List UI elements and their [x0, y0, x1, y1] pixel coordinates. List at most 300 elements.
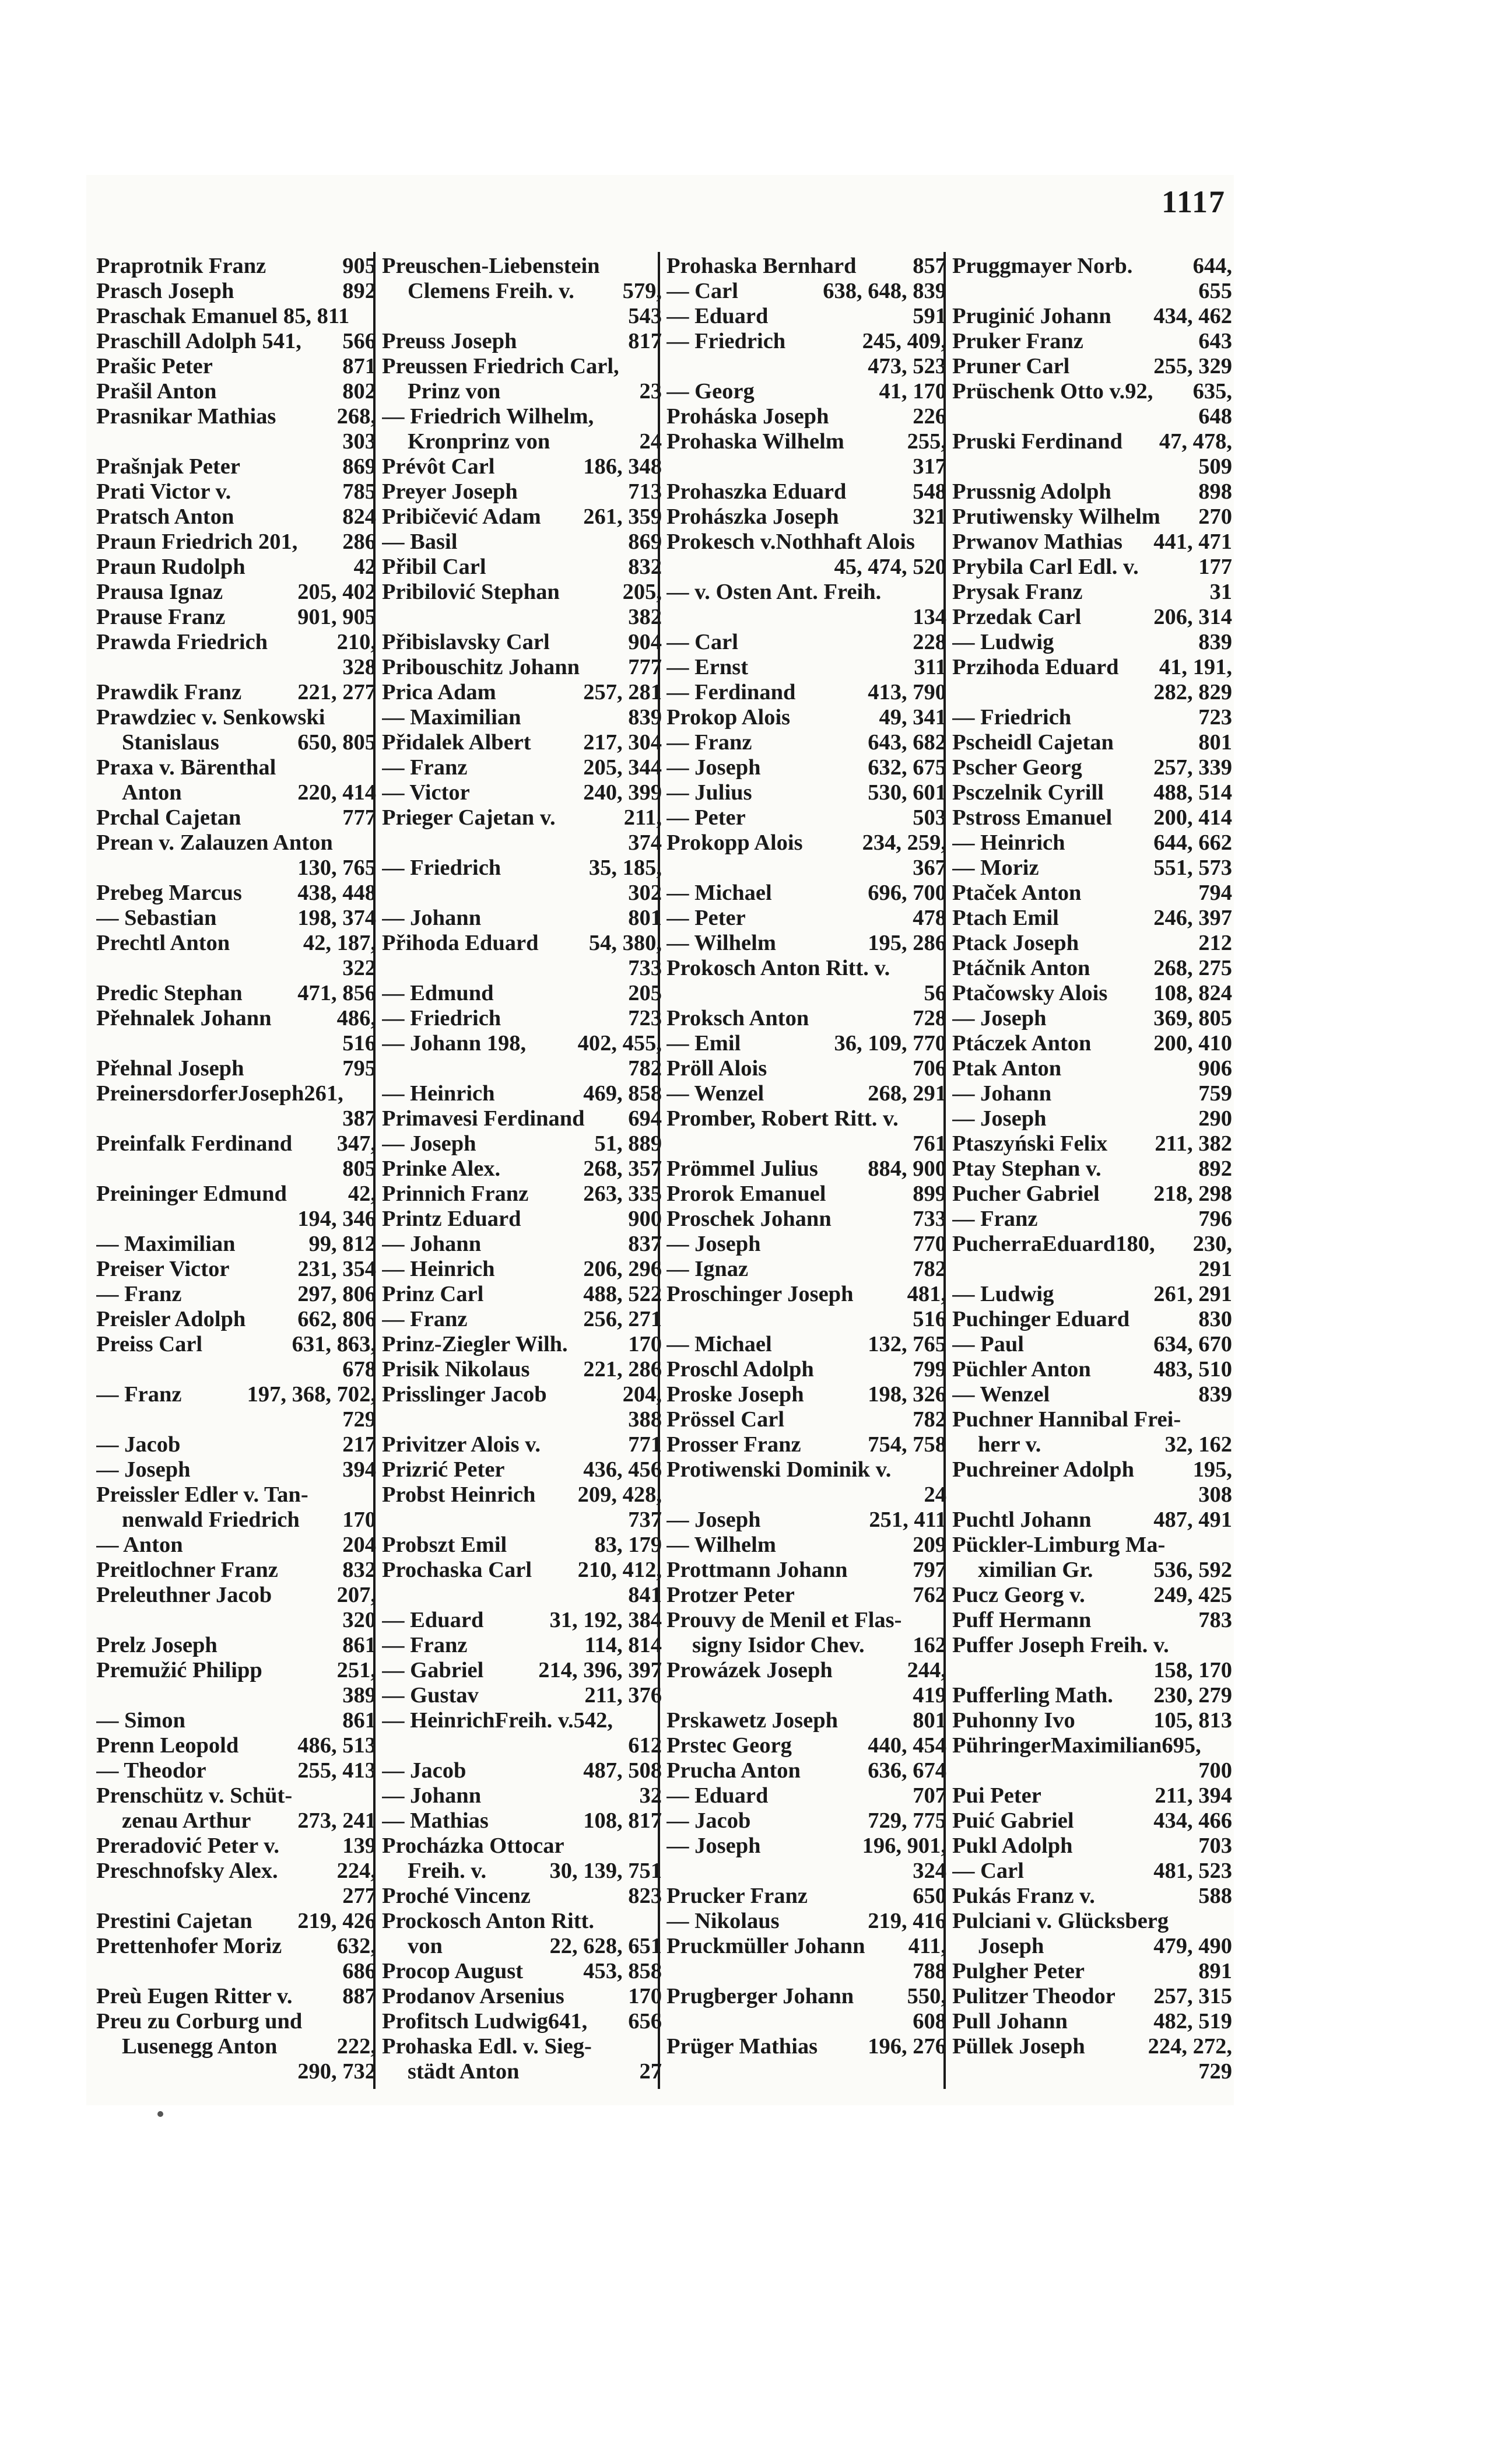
index-entry [666, 429, 946, 454]
entry-pages: 32 [639, 1783, 662, 1808]
entry-pages: 823 [628, 1884, 662, 1908]
entry-pages: 434, 462 [1153, 304, 1232, 328]
index-entry [382, 1131, 662, 1156]
index-entry [96, 2009, 376, 2034]
index-entry-continuation: 382 [628, 605, 662, 629]
index-entry [96, 1909, 376, 1934]
index-entry [952, 755, 1232, 780]
entry-pages: 205 [628, 981, 662, 1005]
entry-name: — Wenzel [666, 1081, 764, 1106]
entry-pages: 488, 522 [583, 1282, 662, 1306]
index-entry [96, 1482, 376, 1508]
entry-pages: 27 [639, 2059, 662, 2084]
entry-pages: 591 [913, 304, 946, 328]
entry-pages: 898 [1198, 479, 1232, 504]
index-entry [666, 479, 946, 504]
index-entry [952, 1808, 1232, 1834]
index-entry-continuation: 655 [1198, 279, 1232, 303]
entry-name: Preyer Joseph [382, 479, 518, 504]
entry-pages: 759 [1198, 1081, 1232, 1106]
index-entry [952, 1407, 1232, 1432]
entry-pages: 170 [342, 1508, 376, 1532]
index-entry [96, 279, 376, 304]
entry-pages [942, 530, 946, 555]
entry-pages: 696, 700 [868, 881, 946, 905]
index-entry [96, 404, 376, 429]
entry-name: — Franz [666, 730, 752, 755]
index-entry-continuation: 612 [628, 1733, 662, 1758]
entry-pages: 177 [1198, 555, 1232, 579]
entry-pages: 212 [1198, 931, 1232, 955]
index-entry [382, 1834, 662, 1859]
index-entry [952, 1884, 1232, 1909]
index-entry [952, 479, 1232, 504]
index-entry [666, 1332, 946, 1357]
entry-name: — Heinrich [382, 1081, 495, 1106]
entry-name: Ptaszyński Felix [952, 1131, 1108, 1156]
index-entry [382, 329, 662, 354]
entry-pages: 83, 179 [594, 1533, 662, 1557]
entry-name: — Maximilian [96, 1232, 236, 1256]
entry-pages: 132, 765 [868, 1332, 946, 1356]
entry-name: Prinnich Franz [382, 1182, 529, 1206]
entry-pages: 795 [342, 1056, 376, 1081]
index-entry [952, 1282, 1232, 1307]
entry-pages: 487, 491 [1153, 1508, 1232, 1532]
entry-name: Ptáčnik Anton [952, 956, 1090, 980]
entry-pages: 469, 858 [583, 1081, 662, 1106]
index-entry [96, 981, 376, 1006]
entry-name: Prutiwensky Wilhelm [952, 504, 1160, 529]
entry-pages: 268, 275 [1153, 956, 1232, 980]
entry-pages: 632, 675 [868, 755, 946, 780]
entry-name: Prizrić Peter [382, 1457, 505, 1482]
entry-name: Přidalek Albert [382, 730, 531, 755]
entry-pages: 436, 456 [583, 1457, 662, 1482]
entry-pages: 290 [1198, 1106, 1232, 1131]
index-entry-continuation: 733 [628, 956, 662, 980]
entry-pages: 782 [913, 1407, 946, 1432]
entry-name: Probst Heinrich [382, 1482, 536, 1507]
entry-name: Anton [122, 780, 182, 805]
entry-name: — Franz [382, 1633, 468, 1657]
entry-pages: 211, 394 [1155, 1783, 1232, 1808]
entry-name: — Basil [382, 530, 458, 554]
index-entry [666, 1583, 946, 1608]
entry-name: Preiser Victor [96, 1257, 230, 1281]
index-entry [952, 1232, 1232, 1257]
entry-name: — Mathias [382, 1808, 489, 1833]
index-entry [96, 680, 376, 705]
entry-pages: 901, 905 [297, 605, 376, 629]
entry-name: Prasch Joseph [96, 279, 234, 303]
index-entry-continuation: 788 [913, 1959, 946, 1983]
entry-pages: 255, 413 [297, 1758, 376, 1783]
index-entry [666, 1558, 946, 1583]
entry-pages: 884, 900 [868, 1156, 946, 1181]
index-entry [952, 1106, 1232, 1131]
entry-pages [942, 1608, 946, 1633]
index-entry [382, 1884, 662, 1909]
entry-pages: 270 [1198, 504, 1232, 529]
entry-name: — Joseph [952, 1106, 1047, 1131]
entry-name: Prinz Carl [382, 1282, 484, 1306]
entry-pages [371, 1482, 376, 1508]
entry-name: Praschak Emanuel 85, 811 [96, 304, 350, 328]
index-entry [96, 705, 376, 730]
index-entry [96, 504, 376, 530]
entry-pages: 899 [913, 1182, 946, 1206]
entry-pages: 209 [913, 1533, 946, 1557]
entry-pages: 51, 889 [594, 1131, 662, 1156]
index-entry [952, 1708, 1232, 1733]
entry-name: — Franz [96, 1382, 182, 1407]
entry-pages: 394 [342, 1457, 376, 1482]
entry-pages: 42 [353, 555, 376, 579]
index-entry [382, 429, 662, 454]
entry-name: Pruckmüller Johann [666, 1934, 865, 1958]
entry-pages: 441, 471 [1153, 530, 1232, 554]
entry-pages: 402, 455, [577, 1031, 662, 1056]
entry-pages: 206, 314 [1153, 605, 1232, 629]
entry-pages: 41, 170 [879, 379, 946, 404]
entry-name: Prévôt Carl [382, 454, 495, 479]
index-entry [666, 1708, 946, 1733]
index-entry [96, 1382, 376, 1407]
entry-name: Promber, Robert Ritt. v. [666, 1106, 899, 1131]
index-entry [666, 530, 946, 555]
index-entry [666, 630, 946, 655]
entry-name: — Carl [666, 279, 738, 303]
entry-pages: 210, [336, 630, 376, 654]
entry-pages: 801 [913, 1708, 946, 1733]
index-entry-continuation: 805 [342, 1156, 376, 1181]
entry-pages: 321 [913, 504, 946, 529]
entry-pages: 785 [342, 479, 376, 504]
entry-pages: 54, 380, [588, 931, 662, 955]
entry-name: Pruski Ferdinand [952, 429, 1123, 454]
index-entry [666, 705, 946, 730]
index-entry [382, 1533, 662, 1558]
index-entry [382, 680, 662, 705]
entry-pages [657, 1834, 662, 1859]
entry-pages: 832 [342, 1558, 376, 1582]
entry-name: Prawda Friedrich [96, 630, 268, 654]
entry-name: ximilian Gr. [978, 1558, 1093, 1582]
entry-pages: 30, 139, 751 [549, 1859, 662, 1883]
entry-pages: 487, 508 [583, 1758, 662, 1783]
entry-pages: 211, 376 [584, 1683, 662, 1708]
index-entry [666, 1081, 946, 1106]
entry-name: Ptáczek Anton [952, 1031, 1092, 1056]
entry-name: Praun Friedrich 201, [96, 530, 298, 554]
entry-pages: 257, 315 [1153, 1984, 1232, 2008]
index-entry [952, 530, 1232, 555]
index-entry [382, 805, 662, 830]
index-entry [96, 530, 376, 555]
index-entry [96, 1558, 376, 1583]
entry-pages: 636, 674 [868, 1758, 946, 1783]
entry-pages: 837 [628, 1232, 662, 1256]
entry-pages: 857 [913, 254, 946, 278]
entry-name: Prottmann Johann [666, 1558, 848, 1582]
entry-pages: 703 [1198, 1834, 1232, 1858]
entry-pages: 644, 662 [1153, 830, 1232, 855]
entry-pages: 777 [628, 655, 662, 679]
entry-name: Puchner Hannibal Frei- [952, 1407, 1181, 1432]
index-entry [96, 379, 376, 404]
index-entry [952, 856, 1232, 881]
entry-pages: 802 [342, 379, 376, 404]
index-entry [382, 1683, 662, 1708]
entry-pages: 105, 813 [1153, 1708, 1232, 1733]
index-entry-continuation: 194, 346 [297, 1207, 376, 1231]
entry-name: Pribilović Stephan [382, 580, 560, 604]
index-entry-continuation: 509 [1198, 454, 1232, 479]
index-entry [952, 1382, 1232, 1407]
entry-pages: 483, 510 [1153, 1357, 1232, 1382]
index-entry [952, 780, 1232, 805]
entry-name: — Joseph [666, 1232, 761, 1256]
entry-name: Prokesch v.Nothhaft Alois [666, 530, 915, 554]
index-entry [952, 1508, 1232, 1533]
entry-name: — Ludwig [952, 630, 1054, 654]
entry-name: — Friedrich [666, 329, 786, 353]
entry-name: Proksch Anton [666, 1006, 809, 1030]
entry-name: Prybila Carl Edl. v. [952, 555, 1139, 579]
entry-name: — Simon [96, 1708, 185, 1733]
entry-name: Preussen Friedrich Carl, [382, 354, 619, 378]
entry-name: Přehnal Joseph [96, 1056, 244, 1081]
index-entry [952, 1984, 1232, 2009]
index-entry [666, 931, 946, 956]
index-entry [96, 1733, 376, 1758]
index-column-3 [666, 254, 946, 2091]
entry-name: Prwanov Mathias [952, 530, 1122, 554]
index-entry [382, 580, 662, 605]
index-entry [952, 429, 1232, 454]
index-entry [382, 254, 662, 279]
entry-name: — Peter [666, 805, 746, 830]
entry-pages: 729, 775 [868, 1808, 946, 1833]
index-entry [382, 279, 662, 304]
index-entry-continuation: 686 [342, 1959, 376, 1983]
entry-pages: 268, 291 [868, 1081, 946, 1106]
entry-name: Preisler Adolph [96, 1307, 246, 1331]
index-entry [96, 304, 376, 329]
entry-name: Prean v. Zalauzen Anton [96, 830, 333, 855]
index-entry [666, 780, 946, 805]
index-entry [96, 1508, 376, 1533]
entry-pages: 49, 341 [879, 705, 946, 730]
index-entry [952, 379, 1232, 404]
index-entry [952, 2009, 1232, 2034]
entry-pages: 728 [913, 1006, 946, 1030]
index-entry [952, 881, 1232, 906]
entry-pages: 256, 271 [583, 1307, 662, 1331]
index-entry [666, 1758, 946, 1783]
index-entry-continuation: 648 [1198, 404, 1232, 429]
index-entry [96, 329, 376, 354]
entry-pages: 869 [342, 454, 376, 479]
entry-name: — v. Osten Ant. Freih. [666, 580, 882, 604]
index-entry [96, 881, 376, 906]
entry-name: — Victor [382, 780, 470, 805]
entry-name: — Wenzel [952, 1382, 1050, 1407]
index-entry [96, 931, 376, 956]
entry-pages: 230, [1192, 1232, 1232, 1256]
entry-pages [657, 1909, 662, 1934]
index-entry [96, 906, 376, 931]
index-entry [952, 1432, 1232, 1457]
entry-pages: 869 [628, 530, 662, 554]
index-entry [952, 1332, 1232, 1357]
entry-name: Prause Franz [96, 605, 226, 629]
entry-name: Procop August [382, 1959, 524, 1983]
entry-pages: 246, 397 [1153, 906, 1232, 930]
index-entry-continuation: 841 [628, 1583, 662, 1607]
entry-name: Puchreiner Adolph [952, 1457, 1134, 1482]
index-entry-continuation: 324 [913, 1859, 946, 1883]
index-entry [96, 1583, 376, 1608]
entry-pages: 486, [336, 1006, 376, 1030]
index-entry [952, 329, 1232, 354]
index-entry [952, 1533, 1232, 1558]
index-entry [666, 1257, 946, 1282]
entry-pages: 230, 279 [1153, 1683, 1232, 1708]
entry-pages: 244, [907, 1658, 946, 1682]
index-entry [952, 605, 1232, 630]
index-entry [666, 254, 946, 279]
entry-pages: 197, 368, 702, [247, 1382, 376, 1407]
index-entry [382, 454, 662, 479]
entry-pages: 268, 357 [583, 1156, 662, 1181]
entry-pages: 817 [628, 329, 662, 353]
entry-pages: 231, 354 [297, 1257, 376, 1281]
index-entry [952, 1859, 1232, 1884]
entry-name: — Nikolaus [666, 1909, 780, 1933]
index-entry [952, 730, 1232, 755]
index-entry [666, 1934, 946, 1959]
entry-pages: 479, 490 [1153, 1934, 1232, 1958]
entry-name: — Friedrich Wilhelm, [382, 404, 594, 429]
index-entry [382, 1282, 662, 1307]
index-entry [96, 830, 376, 856]
index-entry [666, 1207, 946, 1232]
entry-pages [942, 956, 946, 981]
entry-name: Prausa Ignaz [96, 580, 223, 604]
entry-pages: 643 [1198, 329, 1232, 353]
index-entry [96, 1859, 376, 1884]
entry-pages: 550, [907, 1984, 946, 2008]
index-entry [96, 1131, 376, 1156]
entry-name: Prica Adam [382, 680, 496, 704]
entry-name: — Michael [666, 1332, 772, 1356]
index-entry [666, 1182, 946, 1207]
entry-pages: 579, [622, 279, 662, 303]
entry-name: Preradović Peter v. [96, 1834, 279, 1858]
index-entry [952, 630, 1232, 655]
entry-pages: 255, [907, 429, 946, 454]
index-entry-continuation: 56 [924, 981, 946, 1005]
index-entry [666, 830, 946, 856]
index-entry [666, 1733, 946, 1758]
entry-name: Praschill Adolph 541, [96, 329, 301, 353]
entry-name: Puchinger Eduard [952, 1307, 1130, 1331]
index-entry [952, 1031, 1232, 1056]
index-entry [96, 254, 376, 279]
index-entry [382, 755, 662, 780]
entry-pages: 650 [913, 1884, 946, 1908]
entry-name: Prinz-Ziegler Wilh. [382, 1332, 568, 1356]
index-entry [382, 379, 662, 404]
index-entry [952, 580, 1232, 605]
index-entry [96, 1081, 376, 1106]
entry-name: Primavesi Ferdinand [382, 1106, 585, 1131]
index-entry [382, 504, 662, 530]
entry-pages: 638, 648, 839 [823, 279, 946, 303]
entry-pages [1227, 1909, 1232, 1934]
entry-pages [942, 1457, 946, 1482]
entry-pages: 311 [914, 655, 946, 679]
entry-pages: 832 [628, 555, 662, 579]
index-entry [666, 1783, 946, 1808]
index-entry [96, 1432, 376, 1457]
index-entry [96, 1307, 376, 1332]
entry-name: Prüger Mathias [666, 2034, 818, 2059]
index-entry [382, 1758, 662, 1783]
entry-pages: 108, 824 [1153, 981, 1232, 1005]
index-entry [96, 1457, 376, 1482]
entry-name: Prössel Carl [666, 1407, 785, 1432]
entry-name: — Friedrich [952, 705, 1072, 730]
entry-name: — Johann [382, 906, 482, 930]
index-entry [952, 1357, 1232, 1382]
index-entry [952, 555, 1232, 580]
entry-name: Prowázek Joseph [666, 1658, 833, 1682]
entry-name: — Peter [666, 906, 746, 930]
index-entry-continuation: 761 [913, 1131, 946, 1156]
entry-pages: 723 [628, 1006, 662, 1030]
index-entry [382, 780, 662, 805]
entry-pages: 796 [1198, 1207, 1232, 1231]
index-entry [382, 1708, 662, 1733]
entry-name: Pstross Emanuel [952, 805, 1113, 830]
entry-pages: 205, 402 [297, 580, 376, 604]
entry-name: Prinz von [408, 379, 501, 404]
entry-name: Prokopp Alois [666, 830, 803, 855]
entry-name: Prašnjak Peter [96, 454, 240, 479]
entry-name: Pulitzer Theodor [952, 1984, 1115, 2008]
index-entry-continuation: 134 [913, 605, 946, 629]
index-entry [666, 1006, 946, 1031]
index-entry [382, 1182, 662, 1207]
index-entry-continuation: 24 [924, 1482, 946, 1507]
entry-pages: 249, 425 [1153, 1583, 1232, 1607]
entry-name: Pröll Alois [666, 1056, 767, 1081]
entry-name: Puchtl Johann [952, 1508, 1092, 1532]
entry-pages: 211, [623, 805, 662, 830]
entry-pages: 263, 335 [583, 1182, 662, 1206]
entry-name: Prinke Alex. [382, 1156, 501, 1181]
entry-name: Praxa v. Bärenthal [96, 755, 276, 780]
entry-pages: 369, 805 [1153, 1006, 1232, 1030]
entry-name: Prysak Franz [952, 580, 1083, 604]
entry-pages [371, 705, 376, 730]
entry-pages: 224, [336, 1859, 376, 1883]
entry-name: — Moriz [952, 856, 1039, 880]
entry-pages: 471, 856 [297, 981, 376, 1005]
